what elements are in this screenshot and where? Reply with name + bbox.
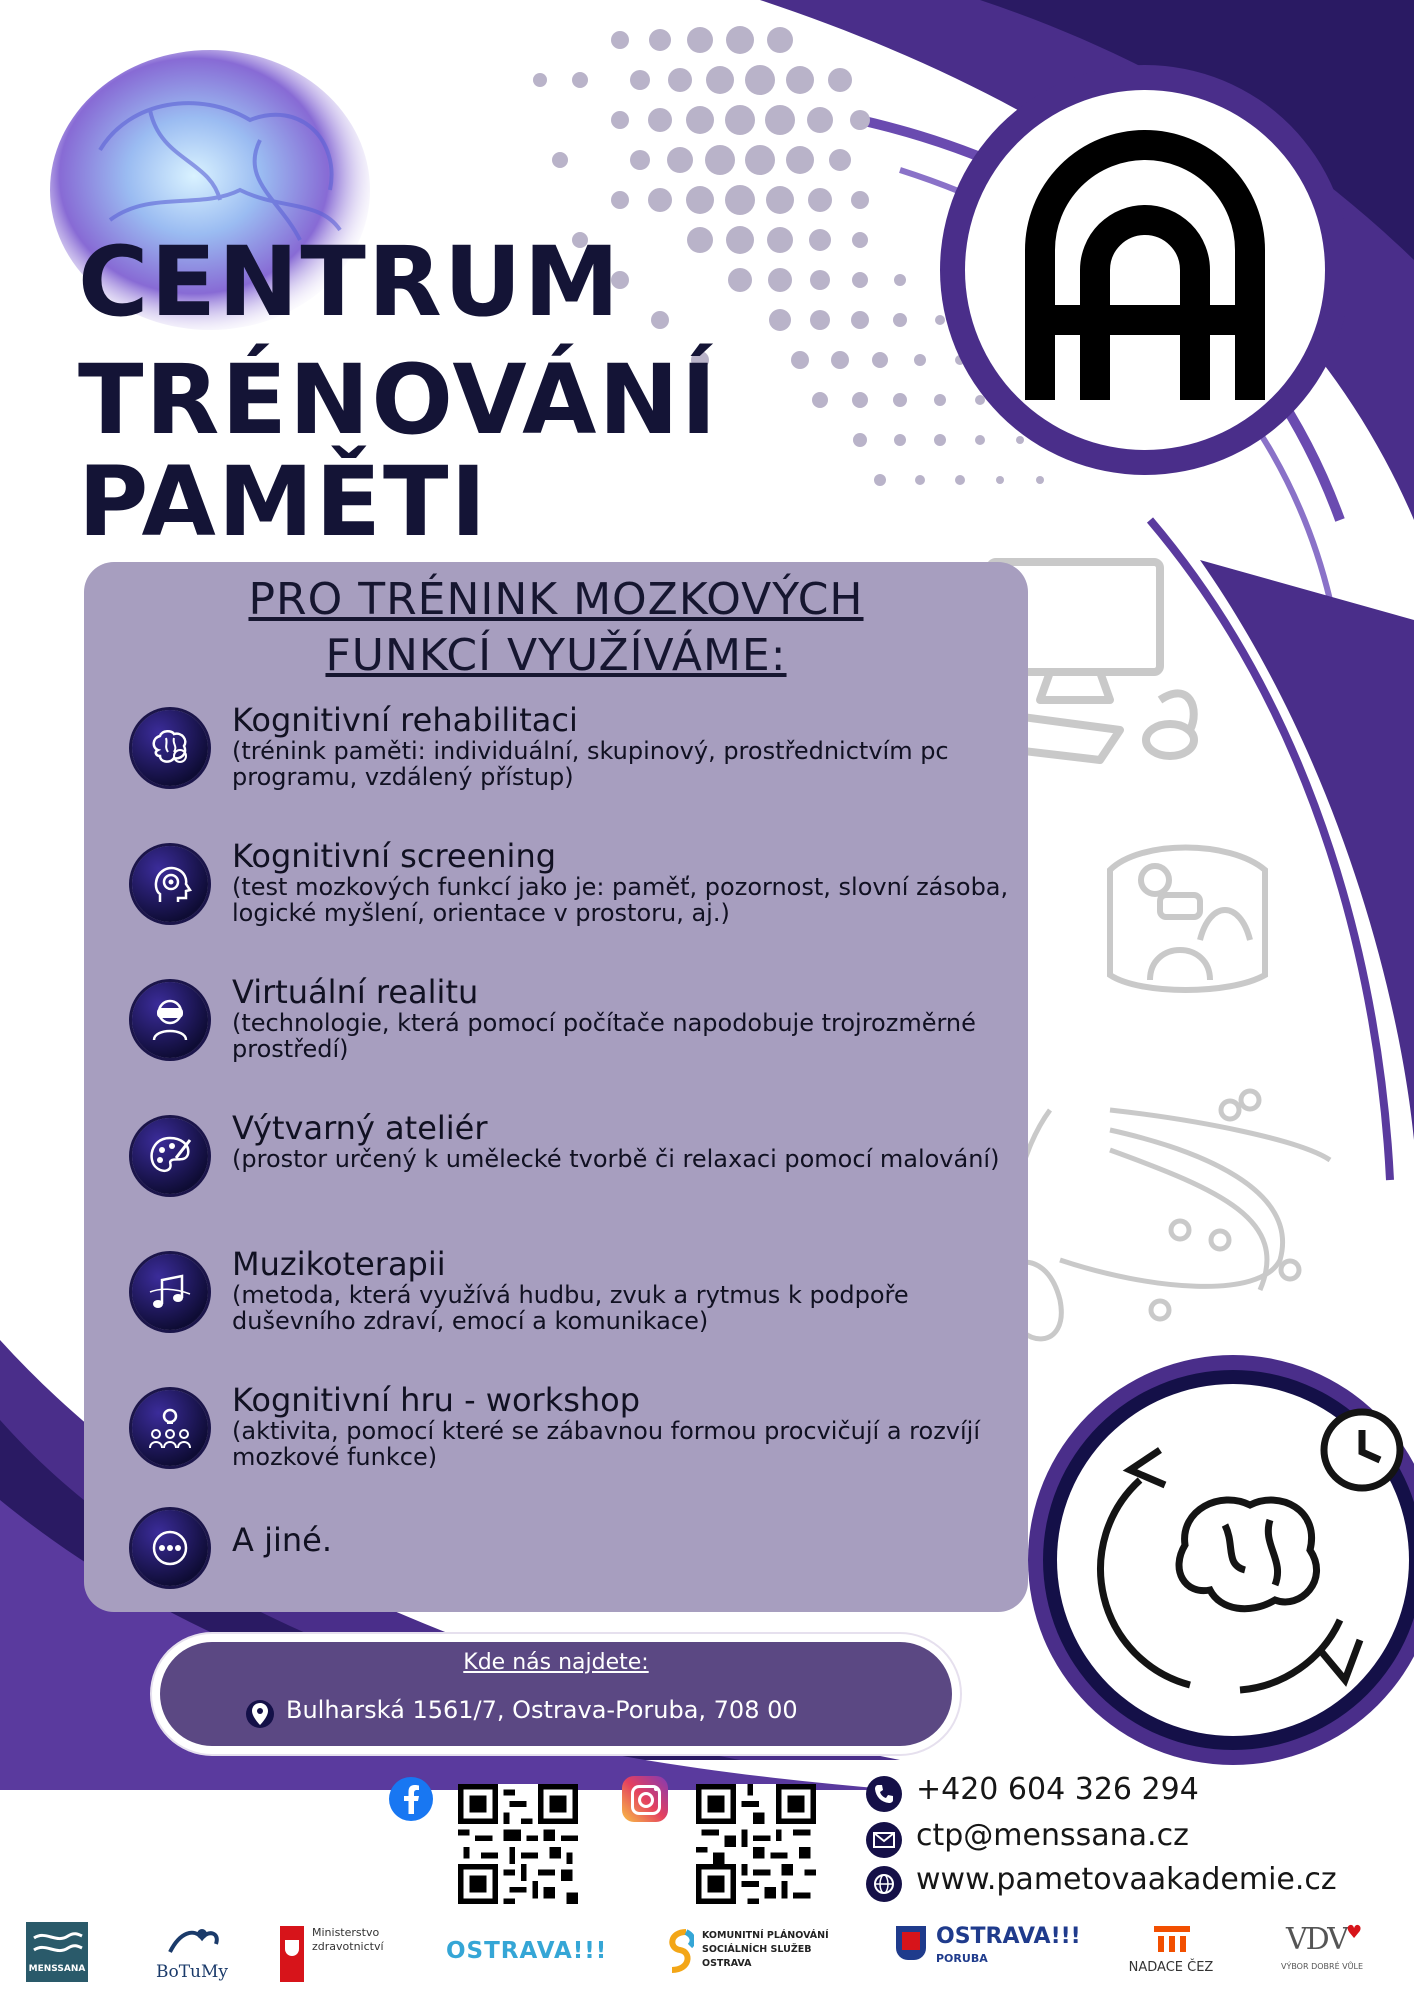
team-idea-icon: [132, 1390, 208, 1466]
email-address[interactable]: ctp@menssana.cz: [916, 1818, 1189, 1853]
panel-heading-line-1: PRO TRÉNINK MOZKOVÝCH: [248, 574, 864, 625]
menssana-logo-text: MENSSANA: [28, 1964, 86, 1974]
nadace-cez-logo: [1116, 1922, 1226, 1982]
service-description: (technologie, která pomocí počítače napodobuje trojrozměrné prostředí): [232, 1009, 976, 1063]
phone-number[interactable]: +420 604 326 294: [916, 1772, 1199, 1807]
palette-icon: [132, 1118, 208, 1194]
email-icon: [866, 1822, 902, 1858]
vdv-logo-mark: VDV: [1286, 1922, 1347, 1957]
address-heading: Kde nás najdete:: [463, 1650, 649, 1675]
ministry-of-health-logo: [280, 1922, 410, 1982]
kpss-line-3: OSTRAVA: [702, 1958, 752, 1969]
service-title: Virtuální realitu: [232, 973, 479, 1011]
phone-icon: [866, 1776, 902, 1812]
nadace-cez-text: NADACE ČEZ: [1128, 1960, 1214, 1975]
heart-icon: ♥: [1346, 1922, 1363, 1943]
service-description: (aktivita, pomocí které se zábavnou formou procvičují a rozvíjí mozkové funkce): [232, 1417, 980, 1471]
music-notes-icon: [132, 1254, 208, 1330]
location-pin-icon: [246, 1697, 274, 1731]
ostrava-logo: [446, 1922, 616, 1982]
panel-heading: [84, 572, 1028, 684]
kpss-ostrava-logo: [664, 1922, 854, 1982]
poruba-logo-top: OSTRAVA!!!: [936, 1924, 1081, 1949]
website-link[interactable]: www.pametovaakademie.cz: [916, 1862, 1337, 1897]
service-item: [132, 1109, 1012, 1228]
title-line-2: TRÉNOVÁNÍ: [78, 344, 719, 456]
service-item: [132, 973, 1012, 1092]
facebook-qr-code: [458, 1784, 578, 1904]
vdv-logo-text: VÝBOR DOBRÉ VŮLE: [1280, 1962, 1364, 1971]
service-item: [132, 701, 1012, 820]
service-description: (test mozkových funkcí jako je: paměť, pozornost, slovní zásoba, logické myšlení, orientace v prostoru, aj.): [232, 873, 1009, 927]
service-description: (metoda, která využívá hudbu, zvuk a rytmus k podpoře duševního zdraví, emocí a komunikace): [232, 1281, 909, 1335]
service-title: Výtvarný ateliér: [232, 1109, 488, 1147]
globe-icon: [866, 1866, 902, 1902]
ostrava-logo-text: OSTRAVA!!!: [446, 1938, 608, 1964]
service-item: [132, 837, 1012, 956]
botumy-logo-text: BoTuMy: [155, 1962, 229, 1982]
panel-heading-line-2: FUNKCÍ VYUŽÍVÁME:: [325, 630, 787, 681]
facebook-icon[interactable]: [388, 1776, 434, 1822]
service-title: A jiné.: [232, 1521, 332, 1559]
instagram-qr-code: [696, 1784, 816, 1904]
title-line-1: CENTRUM: [78, 226, 622, 338]
service-item: [132, 1510, 1012, 1620]
instagram-icon[interactable]: [622, 1776, 668, 1822]
kpss-line-1: KOMUNITNÍ PLÁNOVÁNÍ: [702, 1930, 829, 1941]
service-title: Kognitivní rehabilitaci: [232, 701, 578, 739]
more-dots-icon: [132, 1510, 208, 1586]
ostrava-poruba-logo: [896, 1922, 1086, 1982]
service-title: Muzikoterapii: [232, 1245, 446, 1283]
kpss-line-2: SOCIÁLNÍCH SLUŽEB: [702, 1944, 812, 1955]
poruba-logo-bottom: PORUBA: [936, 1952, 988, 1965]
service-item: [132, 1245, 1012, 1364]
head-gear-icon: [132, 846, 208, 922]
address-line: Bulharská 1561/7, Ostrava-Poruba, 708 00: [286, 1696, 798, 1724]
title-line-3: PAMĚTI: [78, 446, 489, 558]
vdv-logo: [1272, 1922, 1372, 1982]
service-description: (trénink paměti: individuální, skupinový, prostřednictvím pc programu, vzdálený přístup): [232, 737, 949, 791]
vr-headset-icon: [132, 982, 208, 1058]
botumy-logo: [150, 1922, 234, 1982]
menssana-logo: [26, 1922, 88, 1982]
service-title: Kognitivní hru - workshop: [232, 1381, 641, 1419]
ministry-line-2: zdravotnictví: [312, 1940, 384, 1953]
service-item: [132, 1381, 1012, 1500]
ministry-line-1: Ministerstvo: [312, 1926, 380, 1939]
service-title: Kognitivní screening: [232, 837, 557, 875]
service-description: (prostor určený k umělecké tvorbě či relaxaci pomocí malování): [232, 1145, 1000, 1173]
brain-icon: [132, 710, 208, 786]
